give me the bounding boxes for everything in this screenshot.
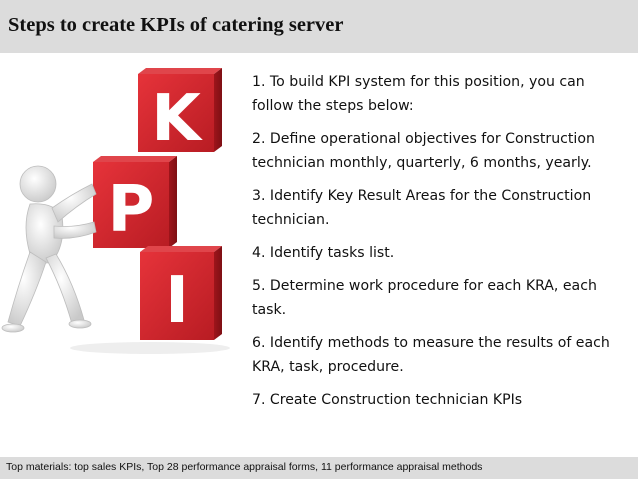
footer-bar: [0, 457, 638, 479]
step-item: 2. Define operational objectives for Construction technician monthly, quarterly, 6 months, yearly.: [252, 131, 595, 171]
step-item: 3. Identify Key Result Areas for the Construction technician.: [252, 188, 592, 228]
step-item: 7. Create Construction technician KPIs: [252, 392, 523, 408]
slide-title: Steps to create KPIs of catering server: [8, 14, 344, 36]
step-item: 6. Identify methods to measure the results of each KRA, task, procedure.: [252, 335, 610, 375]
title-bar: [0, 0, 638, 53]
cube-p-letter: P: [107, 173, 155, 247]
cube-i: [140, 246, 222, 340]
cube-k-letter: K: [151, 82, 201, 156]
cube-i-letter: I: [165, 264, 189, 338]
step-item: 1. To build KPI system for this position, you can follow the steps below:: [252, 74, 585, 114]
footer-links-text: Top materials: top sales KPIs, Top 28 performance appraisal forms, 11 performance appraisal methods: [6, 461, 483, 473]
step-item: 4. Identify tasks list.: [252, 245, 395, 261]
kpi-cubes-figure-icon: [0, 66, 236, 356]
step-item: 5. Determine work procedure for each KRA, each task.: [252, 278, 597, 318]
steps-list: [252, 70, 628, 421]
pushing-figure: [2, 166, 96, 332]
cube-k: [138, 68, 222, 156]
cube-p: [93, 156, 177, 248]
